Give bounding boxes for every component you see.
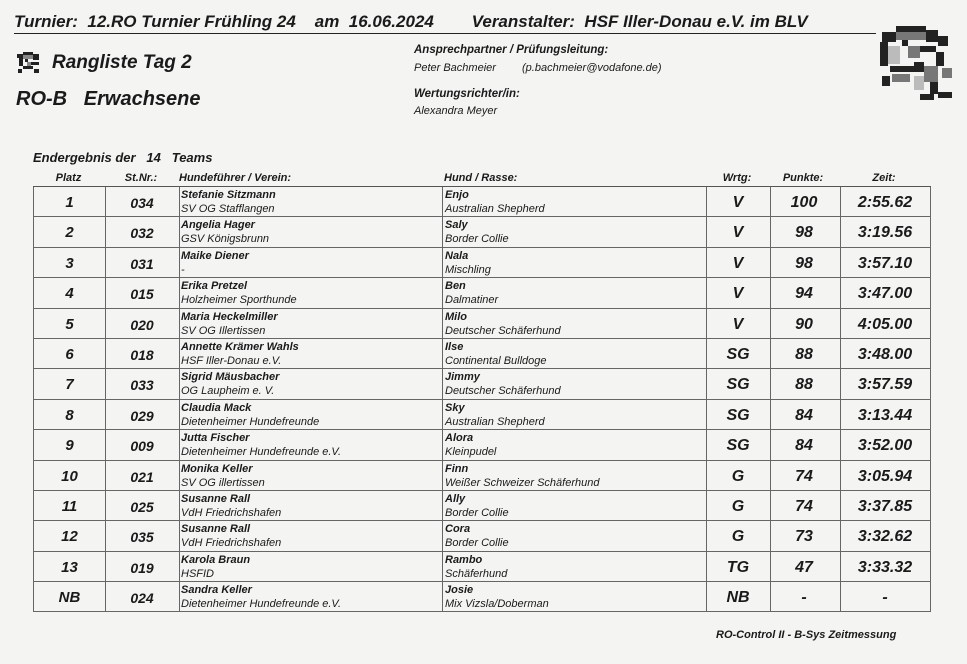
- dog-name: Ally: [445, 492, 466, 505]
- result-prefix: Endergebnis der: [33, 150, 136, 165]
- place-cell: 9: [65, 437, 74, 455]
- class-name: Erwachsene: [83, 88, 201, 110]
- col-number: St.Nr.:: [124, 172, 158, 184]
- table-header: [33, 169, 931, 186]
- col-handler: Hundeführer / Verein:: [179, 172, 292, 184]
- dog-cell: [443, 248, 723, 277]
- rating-cell: G: [731, 528, 745, 546]
- place-cell: 11: [61, 497, 78, 515]
- rating-cell: V: [732, 254, 744, 272]
- place-cell: 8: [65, 406, 74, 424]
- tournament-header: [14, 12, 876, 34]
- start-number-cell: 033: [130, 377, 154, 394]
- handler-cell: [179, 339, 439, 368]
- handler-cell: [179, 491, 439, 520]
- time-cell: 3:05.94: [857, 467, 913, 485]
- start-number-cell: 031: [130, 255, 154, 272]
- dog-breed: Deutscher Schäferhund: [445, 385, 561, 398]
- handler-name: Susanne Rall: [181, 523, 251, 536]
- club-name: Dietenheimer Hundefreunde: [181, 415, 320, 428]
- footer-note: RO-Control II - B-Sys Zeitmessung: [716, 629, 897, 641]
- tournament-label: Turnier:: [14, 12, 78, 31]
- dog-cell: [443, 217, 723, 246]
- handler-cell: [179, 552, 439, 581]
- dog-cell: [443, 309, 723, 338]
- dog-name: Saly: [445, 219, 468, 232]
- result-summary: [33, 150, 212, 165]
- table-body: [33, 186, 931, 612]
- handler-cell: [179, 582, 439, 611]
- handler-name: Annette Krämer Wahls: [181, 340, 299, 353]
- dog-name: Ben: [445, 280, 466, 293]
- time-cell: 2:55.62: [857, 194, 913, 211]
- rating-cell: SG: [726, 376, 750, 394]
- class-code: RO-B: [16, 88, 68, 110]
- dog-breed: Kleinpudel: [445, 446, 497, 459]
- points-cell: 94: [795, 285, 813, 303]
- handler-cell: [179, 217, 439, 246]
- club-name: Dietenheimer Hundefreunde e.V.: [181, 446, 342, 459]
- time-cell: 3:19.56: [857, 224, 913, 242]
- col-rating: Wrtg:: [722, 172, 752, 184]
- points-cell: 98: [795, 254, 813, 272]
- contact-name: Peter Bachmeier: [414, 62, 496, 74]
- dog-breed: Deutscher Schäferhund: [445, 324, 561, 337]
- club-name: -: [181, 263, 185, 276]
- points-cell: 90: [795, 315, 813, 333]
- table-row: [33, 552, 931, 582]
- table-row: [33, 187, 931, 217]
- handler-cell: [179, 369, 439, 398]
- dog-logo-large-icon: [872, 16, 958, 106]
- club-name: VdH Friedrichshafen: [181, 506, 282, 519]
- dog-cell: [443, 400, 723, 429]
- dog-name: Cora: [445, 523, 471, 536]
- dog-logo-small-icon: [14, 50, 44, 76]
- contact-email: (p.bachmeier@vodafone.de): [522, 62, 662, 74]
- club-name: SV OG Stafflangen: [181, 203, 275, 215]
- table-row: [33, 369, 931, 399]
- start-number-cell: 021: [130, 468, 154, 485]
- points-cell: 88: [795, 376, 813, 394]
- club-name: GSV Königsbrunn: [181, 233, 270, 246]
- rating-cell: SG: [726, 406, 750, 424]
- rating-cell: V: [732, 194, 744, 211]
- club-name: HSFID: [181, 567, 214, 580]
- handler-cell: [179, 400, 439, 429]
- table-row: [33, 309, 931, 339]
- dog-breed: Australian Shepherd: [445, 203, 545, 215]
- time-cell: 3:57.59: [857, 376, 913, 394]
- table-row: [33, 521, 931, 551]
- dog-cell: [443, 552, 723, 581]
- time-cell: 3:47.00: [857, 285, 913, 303]
- dog-name: Finn: [445, 462, 469, 475]
- dog-breed: Continental Bulldoge: [445, 354, 547, 367]
- dog-cell: [443, 521, 723, 550]
- dog-name: Milo: [445, 310, 467, 323]
- rating-cell: V: [732, 224, 744, 242]
- dog-name: Nala: [445, 249, 469, 262]
- points-cell: 47: [795, 558, 813, 576]
- dog-breed: Border Collie: [445, 233, 509, 246]
- club-name: SV OG illertissen: [181, 476, 265, 489]
- handler-name: Maike Diener: [181, 249, 249, 262]
- class-title: [16, 88, 201, 111]
- dog-breed: Dalmatiner: [445, 294, 499, 307]
- start-number-cell: 025: [130, 498, 154, 515]
- table-row: [33, 339, 931, 369]
- handler-name: Angelia Hager: [181, 219, 255, 232]
- dog-cell: [443, 491, 723, 520]
- points-cell: 84: [795, 406, 813, 424]
- dog-breed: Border Collie: [445, 537, 509, 550]
- place-cell: 10: [61, 467, 78, 485]
- dog-cell: [443, 430, 723, 459]
- place-cell: 13: [61, 558, 78, 576]
- dog-cell: [443, 582, 723, 611]
- time-cell: 3:32.62: [857, 528, 913, 546]
- dog-breed: Mischling: [445, 263, 491, 276]
- team-count: 14: [146, 150, 161, 165]
- dog-breed: Australian Shepherd: [445, 415, 545, 428]
- table-row: [33, 278, 931, 308]
- club-name: Dietenheimer Hundefreunde e.V.: [181, 598, 342, 611]
- start-number-cell: 034: [130, 195, 154, 211]
- time-cell: 3:57.10: [857, 254, 913, 272]
- col-points: Punkte:: [782, 172, 824, 184]
- start-number-cell: 032: [130, 225, 154, 242]
- dog-cell: [443, 278, 723, 307]
- dog-name: Rambo: [445, 553, 483, 566]
- dog-breed: Mix Vizsla/Doberman: [445, 598, 549, 611]
- rating-cell: G: [731, 497, 745, 515]
- club-name: SV OG Illertissen: [181, 324, 266, 337]
- judge-label: Wertungsrichter/in:: [414, 88, 520, 100]
- rating-cell: V: [732, 285, 744, 303]
- table-row: [33, 582, 931, 612]
- col-time: Zeit:: [872, 172, 896, 184]
- start-number-cell: 018: [130, 346, 154, 363]
- handler-name: Sandra Keller: [181, 584, 252, 597]
- handler-cell: [179, 278, 439, 307]
- handler-name: Erika Pretzel: [181, 280, 248, 293]
- rating-cell: G: [731, 467, 745, 485]
- start-number-cell: 029: [130, 407, 154, 424]
- dog-name: Jimmy: [445, 371, 480, 384]
- table-row: [33, 400, 931, 430]
- results-table: [33, 169, 931, 612]
- rating-cell: NB: [726, 589, 750, 607]
- handler-cell: [179, 461, 439, 490]
- points-cell: 88: [795, 345, 813, 363]
- organizer-label: Veranstalter:: [471, 12, 575, 31]
- time-cell: -: [882, 589, 888, 607]
- dog-cell: [443, 369, 723, 398]
- table-row: [33, 217, 931, 247]
- place-cell: 2: [65, 224, 74, 242]
- handler-name: Monika Keller: [181, 462, 253, 475]
- date-label: am: [314, 12, 340, 31]
- handler-name: Karola Braun: [181, 553, 251, 566]
- contact-label: Ansprechpartner / Prüfungsleitung:: [414, 44, 609, 56]
- time-cell: 3:37.85: [857, 497, 913, 515]
- handler-cell: [179, 187, 439, 216]
- place-cell: NB: [58, 589, 81, 607]
- place-cell: 7: [65, 376, 74, 394]
- table-row: [33, 248, 931, 278]
- rating-cell: SG: [726, 437, 750, 455]
- dog-breed: Schäferhund: [445, 567, 508, 580]
- dog-name: Josie: [445, 584, 474, 597]
- place-cell: 3: [65, 254, 74, 272]
- dog-cell: [443, 187, 723, 216]
- handler-name: Sigrid Mäusbacher: [181, 371, 280, 384]
- club-name: OG Laupheim e. V.: [181, 385, 275, 398]
- table-row: [33, 491, 931, 521]
- start-number-cell: 009: [130, 438, 154, 455]
- handler-name: Susanne Rall: [181, 492, 251, 505]
- rating-cell: V: [732, 315, 744, 333]
- tournament-date: 16.06.2024: [348, 12, 434, 31]
- start-number-cell: 020: [130, 316, 154, 333]
- club-name: Holzheimer Sporthunde: [181, 294, 297, 307]
- points-cell: 100: [790, 194, 818, 211]
- dog-name: Alora: [445, 432, 474, 445]
- table-row: [33, 430, 931, 460]
- start-number-cell: 019: [130, 559, 154, 576]
- dog-cell: [443, 461, 723, 490]
- time-cell: 3:33.32: [857, 558, 913, 576]
- points-cell: 73: [795, 528, 813, 546]
- handler-cell: [179, 430, 439, 459]
- result-suffix: Teams: [171, 150, 213, 165]
- place-cell: 1: [65, 194, 74, 211]
- start-number-cell: 024: [130, 590, 154, 607]
- handler-cell: [179, 248, 439, 277]
- rating-cell: TG: [726, 558, 750, 576]
- handler-name: Stefanie Sitzmann: [181, 189, 276, 201]
- ranking-title: Rangliste Tag 2: [52, 52, 192, 73]
- points-cell: 74: [795, 467, 813, 485]
- table-row: [33, 461, 931, 491]
- organizer-name: HSF Iller-Donau e.V. im BLV: [584, 12, 808, 31]
- club-name: VdH Friedrichshafen: [181, 537, 282, 550]
- start-number-cell: 035: [130, 529, 154, 546]
- dog-cell: [443, 339, 723, 368]
- points-cell: 84: [795, 437, 813, 455]
- place-cell: 5: [65, 315, 74, 333]
- dog-name: Sky: [445, 401, 465, 414]
- points-cell: 98: [795, 224, 813, 242]
- handler-cell: [179, 521, 439, 550]
- time-cell: 3:13.44: [857, 406, 913, 424]
- points-cell: -: [801, 589, 807, 607]
- place-cell: 4: [65, 285, 74, 303]
- dog-name: Ilse: [445, 340, 464, 353]
- dog-breed: Border Collie: [445, 506, 509, 519]
- handler-name: Jutta Fischer: [181, 432, 250, 445]
- tournament-name: 12.RO Turnier Frühling 24: [87, 12, 296, 31]
- time-cell: 3:48.00: [857, 345, 913, 363]
- place-cell: 6: [65, 345, 74, 363]
- dog-name: Enjo: [445, 189, 469, 201]
- dog-breed: Weißer Schweizer Schäferhund: [445, 476, 600, 489]
- club-name: HSF Iller-Donau e.V.: [181, 354, 282, 367]
- handler-cell: [179, 309, 439, 338]
- rating-cell: SG: [726, 345, 750, 363]
- handler-name: Claudia Mack: [181, 401, 252, 414]
- time-cell: 4:05.00: [857, 315, 913, 333]
- place-cell: 12: [61, 528, 78, 546]
- col-dog: Hund / Rasse:: [444, 172, 518, 184]
- handler-name: Maria Heckelmiller: [181, 310, 278, 323]
- time-cell: 3:52.00: [857, 437, 913, 455]
- col-place: Platz: [55, 172, 82, 184]
- start-number-cell: 015: [130, 286, 154, 303]
- points-cell: 74: [795, 497, 813, 515]
- judge-name: Alexandra Meyer: [414, 105, 498, 117]
